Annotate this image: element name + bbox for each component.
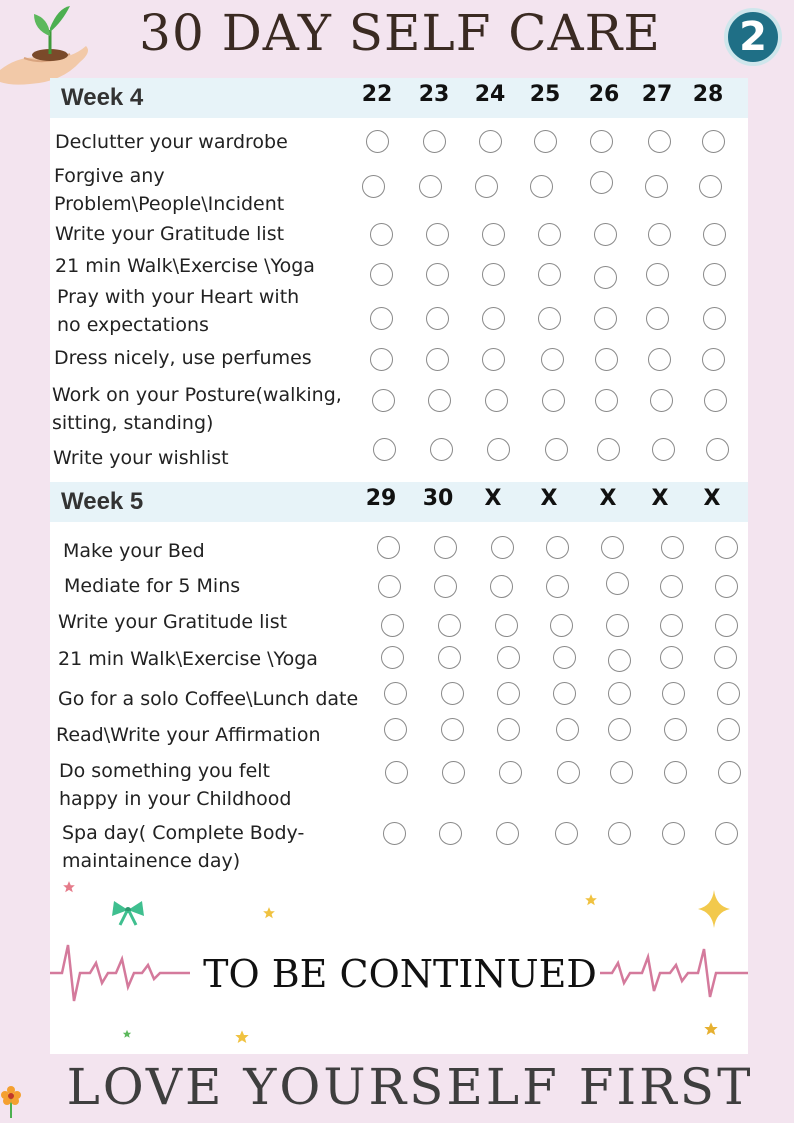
- day-checkbox[interactable]: [664, 761, 687, 784]
- day-number: X: [540, 486, 558, 511]
- day-checkbox[interactable]: [610, 761, 633, 784]
- day-checkbox[interactable]: [495, 614, 518, 637]
- day-checkbox[interactable]: [538, 263, 561, 286]
- star-icon: [703, 1021, 719, 1037]
- day-checkbox[interactable]: [608, 822, 631, 845]
- day-number: X: [703, 486, 721, 511]
- day-number: X: [599, 486, 617, 511]
- day-number: X: [484, 486, 502, 511]
- day-checkbox[interactable]: [594, 266, 617, 289]
- day-checkbox[interactable]: [384, 682, 407, 705]
- day-checkbox[interactable]: [541, 348, 564, 371]
- day-checkbox[interactable]: [660, 575, 683, 598]
- day-checkbox[interactable]: [362, 175, 385, 198]
- day-checkbox[interactable]: [550, 614, 573, 637]
- day-checkbox[interactable]: [715, 536, 738, 559]
- day-checkbox[interactable]: [497, 718, 520, 741]
- day-checkbox[interactable]: [497, 646, 520, 669]
- day-checkbox[interactable]: [377, 536, 400, 559]
- day-checkbox[interactable]: [703, 307, 726, 330]
- day-checkbox[interactable]: [664, 718, 687, 741]
- day-checkbox[interactable]: [385, 761, 408, 784]
- day-checkbox[interactable]: [434, 536, 457, 559]
- day-number: 29: [365, 486, 397, 511]
- day-checkbox[interactable]: [715, 614, 738, 637]
- day-checkbox[interactable]: [426, 348, 449, 371]
- day-checkbox[interactable]: [441, 682, 464, 705]
- day-checkbox[interactable]: [646, 307, 669, 330]
- day-checkbox[interactable]: [590, 171, 613, 194]
- day-checkbox[interactable]: [530, 175, 553, 198]
- day-checkbox[interactable]: [370, 307, 393, 330]
- day-checkbox[interactable]: [373, 438, 396, 461]
- day-number: 27: [641, 82, 673, 107]
- day-checkbox[interactable]: [662, 682, 685, 705]
- day-checkbox[interactable]: [366, 130, 389, 153]
- day-checkbox[interactable]: [381, 646, 404, 669]
- day-checkbox[interactable]: [546, 575, 569, 598]
- day-checkbox[interactable]: [699, 175, 722, 198]
- day-checkbox[interactable]: [485, 389, 508, 412]
- day-checkbox[interactable]: [553, 646, 576, 669]
- task-item: Pray with your Heart with no expectations: [57, 286, 300, 336]
- day-number: 28: [692, 82, 724, 107]
- day-checkbox[interactable]: [645, 175, 668, 198]
- day-checkbox[interactable]: [370, 223, 393, 246]
- star-icon: [262, 906, 276, 920]
- sparkle-icon: [698, 890, 730, 928]
- day-checkbox[interactable]: [595, 348, 618, 371]
- day-number: 24: [474, 82, 506, 107]
- day-checkbox[interactable]: [370, 263, 393, 286]
- day-checkbox[interactable]: [702, 348, 725, 371]
- day-checkbox[interactable]: [482, 307, 505, 330]
- day-checkbox[interactable]: [383, 822, 406, 845]
- day-checkbox[interactable]: [706, 438, 729, 461]
- day-checkbox[interactable]: [648, 348, 671, 371]
- page-number-badge: 2: [724, 8, 782, 66]
- task-item: Go for a solo Coffee\Lunch date: [58, 688, 359, 710]
- day-checkbox[interactable]: [704, 389, 727, 412]
- day-checkbox[interactable]: [442, 761, 465, 784]
- task-item: Mediate for 5 Mins: [64, 575, 241, 597]
- task-item: Dress nicely, use perfumes: [54, 347, 312, 369]
- day-checkbox[interactable]: [553, 682, 576, 705]
- day-checkbox[interactable]: [490, 575, 513, 598]
- day-checkbox[interactable]: [652, 438, 675, 461]
- day-checkbox[interactable]: [594, 223, 617, 246]
- task-item: Declutter your wardrobe: [55, 131, 288, 153]
- task-item: Work on your Posture(walking, sitting, standing): [52, 384, 342, 434]
- day-checkbox[interactable]: [601, 536, 624, 559]
- day-checkbox[interactable]: [650, 389, 673, 412]
- day-checkbox[interactable]: [487, 438, 510, 461]
- day-checkbox[interactable]: [438, 646, 461, 669]
- day-checkbox[interactable]: [661, 536, 684, 559]
- day-checkbox[interactable]: [534, 130, 557, 153]
- week-4-header: [50, 78, 748, 118]
- day-checkbox[interactable]: [546, 536, 569, 559]
- ribbon-bow-icon: [110, 898, 146, 926]
- day-checkbox[interactable]: [648, 130, 671, 153]
- day-checkbox[interactable]: [538, 223, 561, 246]
- day-checkbox[interactable]: [434, 575, 457, 598]
- day-checkbox[interactable]: [426, 307, 449, 330]
- day-number: 23: [418, 82, 450, 107]
- footer-slogan: LOVE YOURSELF FIRST: [66, 1058, 754, 1116]
- day-checkbox[interactable]: [608, 682, 631, 705]
- task-item: Make your Bed: [63, 540, 205, 562]
- day-checkbox[interactable]: [384, 718, 407, 741]
- day-checkbox[interactable]: [545, 438, 568, 461]
- day-checkbox[interactable]: [479, 130, 502, 153]
- task-item: Forgive any Problem\People\Incident: [54, 165, 285, 215]
- day-checkbox[interactable]: [718, 761, 741, 784]
- day-checkbox[interactable]: [439, 822, 462, 845]
- day-number: 26: [588, 82, 620, 107]
- star-icon: [62, 880, 76, 894]
- day-checkbox[interactable]: [423, 130, 446, 153]
- day-checkbox[interactable]: [496, 822, 519, 845]
- task-item: Write your Gratitude list: [58, 611, 288, 633]
- day-checkbox[interactable]: [482, 348, 505, 371]
- day-checkbox[interactable]: [702, 130, 725, 153]
- day-checkbox[interactable]: [714, 646, 737, 669]
- day-checkbox[interactable]: [372, 389, 395, 412]
- day-checkbox[interactable]: [590, 130, 613, 153]
- day-checkbox[interactable]: [660, 646, 683, 669]
- day-checkbox[interactable]: [557, 761, 580, 784]
- task-item: 21 min Walk\Exercise \Yoga: [58, 648, 318, 670]
- day-checkbox[interactable]: [491, 536, 514, 559]
- day-checkbox[interactable]: [703, 223, 726, 246]
- day-checkbox[interactable]: [378, 575, 401, 598]
- day-checkbox[interactable]: [606, 572, 629, 595]
- task-item: Write your wishlist: [53, 447, 229, 469]
- day-checkbox[interactable]: [608, 649, 631, 672]
- day-number: X: [651, 486, 669, 511]
- day-checkbox[interactable]: [475, 175, 498, 198]
- week-label: Week 5: [61, 488, 144, 515]
- day-checkbox[interactable]: [717, 718, 740, 741]
- star-icon: [122, 1029, 132, 1039]
- day-number: 30: [422, 486, 454, 511]
- day-checkbox[interactable]: [606, 614, 629, 637]
- day-checkbox[interactable]: [426, 223, 449, 246]
- day-checkbox[interactable]: [426, 263, 449, 286]
- star-icon: [234, 1029, 250, 1045]
- flower-icon: [0, 1084, 22, 1118]
- task-item: Write your Gratitude list: [55, 223, 285, 245]
- day-checkbox[interactable]: [497, 682, 520, 705]
- day-checkbox[interactable]: [648, 223, 671, 246]
- day-checkbox[interactable]: [499, 761, 522, 784]
- day-checkbox[interactable]: [715, 575, 738, 598]
- day-checkbox[interactable]: [428, 389, 451, 412]
- day-number: 25: [529, 82, 561, 107]
- task-item: Do something you felt happy in your Childhood: [59, 760, 292, 810]
- week-5-header: [50, 482, 748, 522]
- week-label: Week 4: [61, 84, 144, 111]
- day-checkbox[interactable]: [597, 438, 620, 461]
- day-checkbox[interactable]: [715, 822, 738, 845]
- day-checkbox[interactable]: [430, 438, 453, 461]
- task-item: Spa day( Complete Body- maintainence day): [62, 822, 305, 872]
- day-checkbox[interactable]: [542, 389, 565, 412]
- star-icon: [584, 893, 598, 907]
- day-checkbox[interactable]: [441, 718, 464, 741]
- day-checkbox[interactable]: [646, 263, 669, 286]
- day-checkbox[interactable]: [594, 307, 617, 330]
- day-checkbox[interactable]: [381, 614, 404, 637]
- task-item: 21 min Walk\Exercise \Yoga: [55, 255, 315, 277]
- day-checkbox[interactable]: [419, 175, 442, 198]
- day-checkbox[interactable]: [555, 822, 578, 845]
- page-title: 30 DAY SELF CARE: [139, 4, 661, 62]
- day-checkbox[interactable]: [482, 263, 505, 286]
- day-checkbox[interactable]: [482, 223, 505, 246]
- day-checkbox[interactable]: [538, 307, 561, 330]
- day-checkbox[interactable]: [595, 389, 618, 412]
- checklist-sheet: [50, 78, 748, 1054]
- day-number: 22: [361, 82, 393, 107]
- task-item: Read\Write your Affirmation: [56, 724, 321, 746]
- day-checkbox[interactable]: [660, 614, 683, 637]
- day-checkbox[interactable]: [370, 348, 393, 371]
- day-checkbox[interactable]: [703, 263, 726, 286]
- to-be-continued-text: TO BE CONTINUED: [203, 952, 597, 996]
- day-checkbox[interactable]: [717, 682, 740, 705]
- day-checkbox[interactable]: [608, 718, 631, 741]
- day-checkbox[interactable]: [438, 614, 461, 637]
- day-checkbox[interactable]: [662, 822, 685, 845]
- day-checkbox[interactable]: [556, 718, 579, 741]
